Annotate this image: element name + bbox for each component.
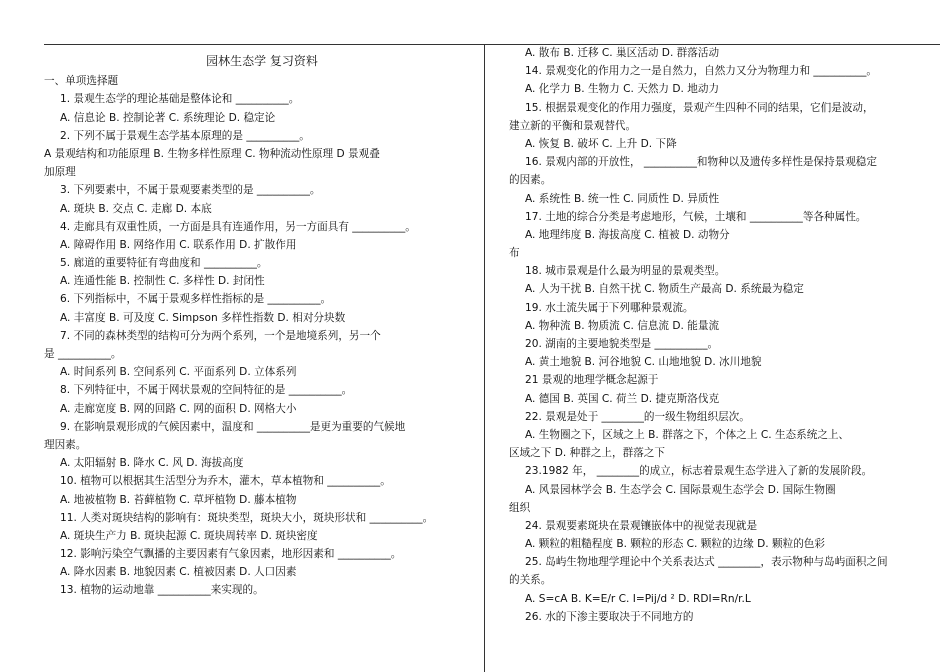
text-line: 13. 植物的运动地靠 __________来实现的。 <box>60 584 264 597</box>
text-line: 布 <box>509 247 520 260</box>
text-line: A. 地被植物 B. 苔藓植物 C. 草坪植物 D. 藤本植物 <box>60 493 297 506</box>
column-divider <box>484 44 485 672</box>
text-line: 26. 水的下渗主要取决于不同地方的 <box>525 610 694 623</box>
text-line: A. 风景园林学会 B. 生态学会 C. 国际景观生态学会 D. 国际生物圈 <box>525 483 836 496</box>
text-line: 组织 <box>509 501 531 514</box>
text-line: A. 太阳辐射 B. 降水 C. 风 D. 海拔高度 <box>60 457 244 470</box>
text-line: 理因素。 <box>44 438 87 451</box>
text-line: A. 人为干扰 B. 自然干扰 C. 物质生产最高 D. 系统最为稳定 <box>525 283 804 296</box>
text-line: A. 信息论 B. 控制论著 C. 系统理论 D. 稳定论 <box>60 111 276 124</box>
text-line: A. 恢复 B. 破坏 C. 上升 D. 下降 <box>525 137 677 150</box>
text-line: 22. 景观是处于 ________的一级生物组织层次。 <box>525 410 750 423</box>
text-line: 18. 城市景观是什么最为明显的景观类型。 <box>525 265 726 278</box>
text-line: A. 连通性能 B. 控制性 C. 多样性 D. 封闭性 <box>60 275 265 288</box>
text-line: 14. 景观变化的作用力之一是自然力，自然力又分为物理力和 __________。 <box>525 65 877 78</box>
text-line: 7. 不同的森林类型的结构可分为两个系列，一个是地境系列，另一个 <box>60 329 381 342</box>
text-line: A. 生物圈之下，区域之上 B. 群落之下，个体之上 C. 生态系统之上、 <box>525 428 850 441</box>
text-line: A. 斑块 B. 交点 C. 走廊 D. 本底 <box>60 202 212 215</box>
text-line: 25. 岛屿生物地理学理论中个关系表达式 ________，表示物种与岛屿面积之间 <box>525 556 888 569</box>
right-column <box>509 44 929 626</box>
text-line: A. S=cA B. K=E/r C. I=Pij/d ² D. RDI=Rn/r.L <box>525 592 751 605</box>
text-line: A. 化学力 B. 生物力 C. 天然力 D. 地动力 <box>525 83 720 96</box>
text-line: 11. 人类对斑块结构的影响有：斑块类型，斑块大小，斑块形状和 __________。 <box>60 511 434 524</box>
document-title: 园林生态学 复习资料 <box>206 54 318 68</box>
text-line: A. 颗粒的粗糙程度 B. 颗粒的形态 C. 颗粒的边缘 D. 颗粒的色彩 <box>525 538 825 551</box>
text-line: 8. 下列特征中，不属于网状景观的空间特征的是 __________。 <box>60 384 353 397</box>
text-line: 10. 植物可以根据其生活型分为乔木，灌木，草本植物和 __________。 <box>60 475 391 488</box>
text-line: A. 物种流 B. 物质流 C. 信息流 D. 能量流 <box>525 319 720 332</box>
text-line: A. 时间系列 B. 空间系列 C. 平面系列 D. 立体系列 <box>60 366 297 379</box>
text-line: 20. 湖南的主要地貌类型是 __________。 <box>525 338 719 350</box>
text-line: 一、单项选择题 <box>44 75 119 88</box>
text-line: A. 系统性 B. 统一性 C. 同质性 D. 异质性 <box>525 192 720 205</box>
text-line: 加原理 <box>44 166 76 179</box>
text-line: A. 走廊宽度 B. 网的回路 C. 网的面积 D. 网格大小 <box>60 402 297 415</box>
text-line: 21 景观的地理学概念起源于 <box>525 374 659 387</box>
text-line: 3. 下列要素中，不属于景观要素类型的是 __________。 <box>60 184 321 197</box>
text-line: 17. 土地的综合分类是考虑地形，气候，土壤和 __________等各种属性。 <box>525 210 867 223</box>
text-line: A. 德国 B. 英国 C. 荷兰 D. 捷克斯洛伐克 <box>525 392 720 405</box>
text-line: 19. 水土流失属于下列哪种景观流。 <box>525 301 694 314</box>
text-line: A. 降水因素 B. 地貌因素 C. 植被因素 D. 人口因素 <box>60 566 297 579</box>
text-line: 区域之下 D. 种群之上，群落之下 <box>509 447 665 460</box>
text-line: 1. 景观生态学的理论基础是整体论和 __________。 <box>60 93 300 106</box>
text-line: 24. 景观要素斑块在景观镶嵌体中的视觉表现就是 <box>525 519 758 532</box>
text-line: 的关系。 <box>509 574 552 587</box>
text-line: A. 散布 B. 迁移 C. 巢区活动 D. 群落活动 <box>525 47 720 59</box>
text-line: 15. 根据景观变化的作用力强度，景观产生四种不同的结果，它们是波动， <box>525 101 874 114</box>
text-line: A. 黄土地貌 B. 河谷地貌 C. 山地地貌 D. 冰川地貌 <box>525 356 762 369</box>
text-line: 16. 景观内部的开放性， __________和物种以及遗传多样性是保持景观稳定 <box>525 156 877 169</box>
text-line: 是 __________。 <box>44 348 122 360</box>
text-line: A. 地理纬度 B. 海拔高度 C. 植被 D. 动物分 <box>525 228 730 241</box>
text-line: 12. 影响污染空气飘播的主要因素有气象因素，地形因素和 __________。 <box>60 548 402 561</box>
text-line: 的因素。 <box>509 174 552 187</box>
text-line: 2. 下列不属于景观生态学基本原理的是 __________。 <box>60 129 310 142</box>
text-line: 5. 廊道的重要特征有弯曲度和 __________。 <box>60 257 268 270</box>
text-line: 建立新的平衡和景观替代。 <box>509 119 637 132</box>
text-line: 6. 下列指标中，不属于景观多样性指标的是 __________。 <box>60 293 332 306</box>
text-line: A 景观结构和功能原理 B. 生物多样性原理 C. 物种流动性原理 D 景观叠 <box>44 147 380 160</box>
text-line: A. 障碍作用 B. 网络作用 C. 联系作用 D. 扩散作用 <box>60 238 297 251</box>
text-line: 23.1982 年， ________的成立，标志着景观生态学进入了新的发展阶段。 <box>525 465 873 478</box>
text-line: 9. 在影响景观形成的气候因素中，温度和 __________是更为重要的气候地 <box>60 420 406 433</box>
text-line: A. 斑块生产力 B. 斑块起源 C. 斑块周转率 D. 斑块密度 <box>60 529 318 542</box>
left-column <box>44 52 480 600</box>
text-line: 4. 走廊具有双重性质，一方面是具有连通作用，另一方面具有 __________。 <box>60 220 416 233</box>
text-line: A. 丰富度 B. 可及度 C. Simpson 多样性指数 D. 相对分块数 <box>60 311 346 324</box>
